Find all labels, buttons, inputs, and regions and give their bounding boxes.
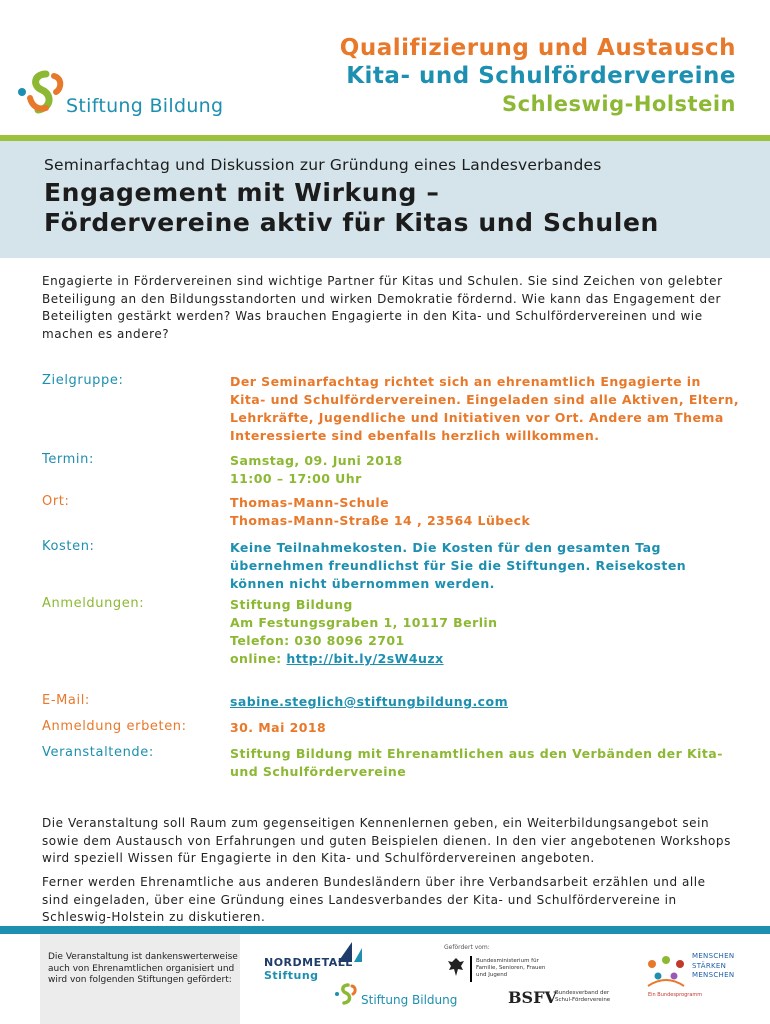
outro-paragraph-2: Ferner werden Ehrenamtliche aus anderen Bundesländern über ihre Verbandsarbeit erzählen und alle sind eingeladen, über eine Gründung eines Landesverbandes der Kita- und Schulfördervereine in Schleswig-Holstein zu diskutieren. bbox=[42, 875, 706, 924]
gefoerdert-label: Gefördert vom: bbox=[444, 944, 490, 951]
ort-label: Ort: bbox=[42, 494, 70, 509]
bund-stripe bbox=[470, 956, 472, 982]
bsfv-logo: BSFV bbox=[508, 988, 557, 1007]
page-title bbox=[44, 178, 659, 238]
kosten-value: Keine Teilnahmekosten. Die Kosten für den gesamten Tag übernehmen freundlichst für Sie die Stiftungen. Reisekosten können nicht übernommen werden. bbox=[230, 540, 687, 591]
organizers-label: Veranstaltende: bbox=[42, 745, 154, 760]
ort-address: Thomas-Mann-Straße 14 , 23564 Lübeck bbox=[230, 513, 531, 528]
ort-value bbox=[230, 494, 740, 530]
msm-line2: STÄRKEN bbox=[692, 961, 727, 970]
federal-eagle-icon bbox=[446, 956, 466, 978]
anmeldungen-online bbox=[230, 650, 740, 668]
anmeldungen-phone: Telefon: 030 8096 2701 bbox=[230, 633, 405, 648]
msm-line3: MENSCHEN bbox=[692, 971, 735, 979]
online-label: online: bbox=[230, 651, 282, 666]
kosten-label: Kosten: bbox=[42, 539, 95, 554]
footer-note: Die Veranstaltung ist dankenswerterweise auch von Ehrenamtlichen organisiert und wird von folgenden Stiftungen gefördert: bbox=[48, 952, 238, 985]
stiftung-bildung-small-logo-icon bbox=[334, 982, 360, 1006]
nordmetall-name: NORDMETALL bbox=[264, 956, 353, 969]
zielgruppe-label: Zielgruppe: bbox=[42, 373, 124, 388]
header-title-line1: Qualifizierung und Austausch bbox=[339, 35, 736, 61]
page-title-line2: Fördervereine aktiv für Kitas und Schulen bbox=[44, 208, 659, 237]
ort-name: Thomas-Mann-Schule bbox=[230, 495, 390, 510]
anmeldungen-org: Stiftung Bildung bbox=[230, 597, 353, 612]
termin-time: 11:00 – 17:00 Uhr bbox=[230, 471, 362, 486]
termin-label: Termin: bbox=[42, 452, 94, 467]
footer-stiftung-bildung: Stiftung Bildung bbox=[361, 993, 458, 1007]
bsfv-subtitle: Bundesverband der Schul-Fördervereine bbox=[555, 990, 611, 1003]
zielgruppe-value: Der Seminarfachtag richtet sich an ehrenamtlich Engagierte in Kita- und Schulfördervereinen. Eingeladen sind alle Aktiven, Eltern, Lehrkräfte, Jugendliche und Initiativen vor Ort. Andere am Thema Interessierte sind ebenfalls herzlich willkommen. bbox=[230, 374, 740, 443]
header-title-line2: Kita- und Schulfördervereine bbox=[346, 63, 736, 89]
msm-logo-text bbox=[692, 952, 734, 981]
banner-subtitle: Seminarfachtag und Diskussion zur Gründung eines Landesverbandes bbox=[44, 156, 602, 174]
email-label: E-Mail: bbox=[42, 693, 90, 708]
intro-paragraph: Engagierte in Fördervereinen sind wichtige Partner für Kitas und Schulen. Sie sind Zeichen von gelebter Beteiligung an den Bildungsstandorten und wirken Demokratie fördernd. Wie kann das Engagement der Beteiligten gestärkt werden? Was brauchen Engagierte in den Kita- und Schulfördervereinen und wie machen es andere? bbox=[42, 274, 723, 341]
deadline-value: 30. Mai 2018 bbox=[230, 720, 327, 735]
termin-date: Samstag, 09. Juni 2018 bbox=[230, 453, 403, 468]
header-title bbox=[340, 34, 736, 118]
msm-subtitle: Ein Bundesprogramm bbox=[648, 992, 703, 998]
registration-link[interactable]: http://bit.ly/2sW4uzx bbox=[286, 651, 444, 666]
org-name: Stiftung Bildung bbox=[66, 95, 224, 117]
nordmetall-stiftung: Stiftung bbox=[264, 969, 319, 982]
nordmetall-logo bbox=[264, 956, 353, 982]
outro-paragraph-1: Die Veranstaltung soll Raum zum gegenseitigen Kennenlernen geben, ein Weiterbildungsangebot sein sowie dem Austausch von Erfahrungen und guten Beispielen dienen. In den vier angebotenen Workshops wird speziell Wissen für Engagierte in den Kita- und Schulfördervereinen angeboten. bbox=[42, 816, 731, 865]
termin-value bbox=[230, 452, 740, 488]
bmfsfj-text: Bundesministerium für Familie, Senioren, Frauen und Jugend bbox=[476, 958, 546, 978]
msm-line1: MENSCHEN bbox=[692, 952, 735, 960]
anmeldungen-value bbox=[230, 596, 740, 668]
email-link[interactable]: sabine.steglich@stiftungbildung.com bbox=[230, 694, 509, 709]
page-title-line1: Engagement mit Wirkung – bbox=[44, 178, 440, 207]
organizers-value: Stiftung Bildung mit Ehrenamtlichen aus den Verbänden der Kita- und Schulfördervereine bbox=[230, 746, 723, 779]
anmeldungen-street: Am Festungsgraben 1, 10117 Berlin bbox=[230, 615, 498, 630]
header-title-line3: Schleswig-Holstein bbox=[502, 92, 736, 116]
footer-rule bbox=[0, 926, 770, 934]
deadline-label: Anmeldung erbeten: bbox=[42, 719, 187, 734]
anmeldungen-label: Anmeldungen: bbox=[42, 596, 145, 611]
menschen-staerken-menschen-icon bbox=[642, 952, 690, 992]
